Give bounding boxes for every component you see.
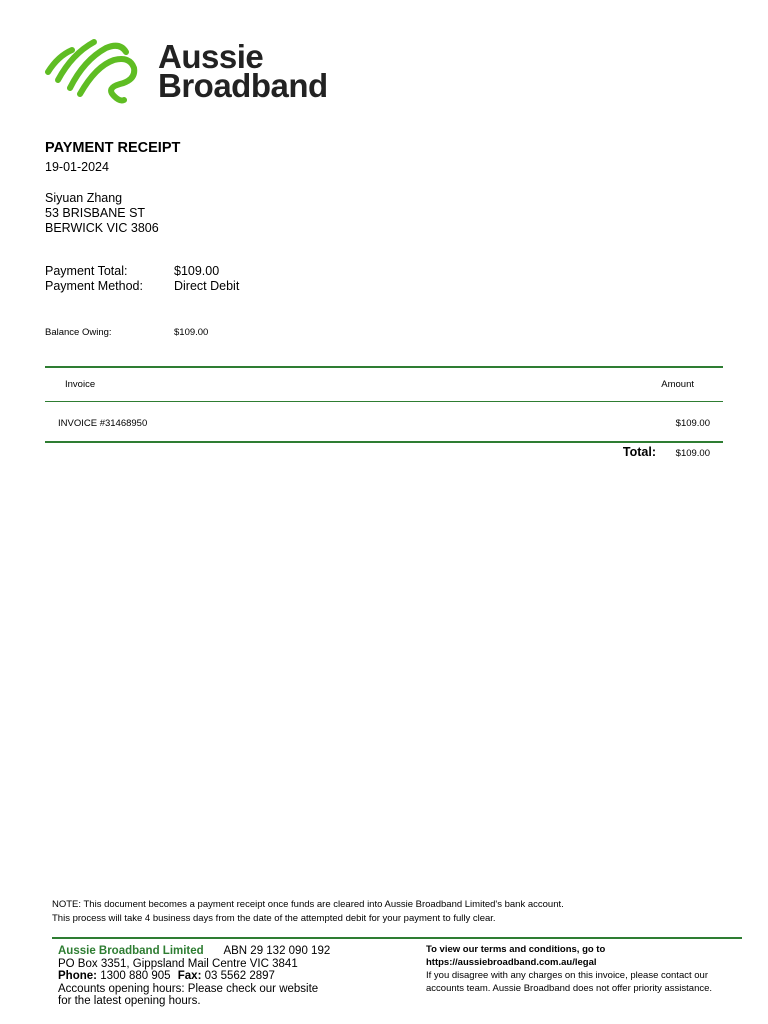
customer-street: 53 BRISBANE ST	[45, 206, 146, 220]
column-header-amount: Amount	[661, 379, 694, 390]
customer-name: Siyuan Zhang	[45, 191, 123, 205]
payment-method-label: Payment Method:	[45, 279, 143, 293]
table-header-rule	[45, 401, 723, 402]
table-bottom-rule	[45, 441, 723, 443]
footer-terms-line-1: To view our terms and conditions, go to	[426, 944, 606, 955]
customer-address-block	[45, 191, 159, 236]
table-top-rule	[45, 366, 723, 368]
footer-fax: 03 5562 2897	[204, 970, 275, 982]
column-header-invoice: Invoice	[65, 379, 96, 390]
footer-hours-line-1: Accounts opening hours: Please check our website	[58, 982, 319, 995]
total-value: $109.00	[675, 448, 710, 459]
payment-total-label: Payment Total:	[45, 264, 128, 278]
footer-abn: ABN 29 132 090 192	[223, 945, 331, 957]
table-row-amount: $109.00	[675, 418, 710, 429]
aussie-broadband-logo-icon	[44, 34, 140, 106]
footer-dispute-line-2: accounts team. Aussie Broadband does not offer priority assistance.	[426, 983, 713, 994]
payment-method-value: Direct Debit	[174, 279, 240, 293]
footer-company-name: Aussie Broadband Limited	[58, 945, 204, 957]
customer-city: BERWICK VIC 3806	[45, 221, 159, 235]
brand-word-2: Broadband	[158, 67, 328, 104]
footer-terms	[426, 943, 712, 995]
note-line-2: This process will take 4 business days from the date of the attempted debit for your payment to fully clear.	[52, 913, 496, 924]
footer-hours-line-2: for the latest opening hours.	[58, 995, 201, 1007]
balance-owing-value: $109.00	[174, 327, 209, 338]
footer-terms-link[interactable]: https://aussiebroadband.com.au/legal	[426, 957, 597, 968]
brand-word-1: Aussie	[158, 38, 264, 75]
footer-phone: 1300 880 905	[100, 970, 171, 982]
table-row-invoice: INVOICE #31468950	[58, 418, 148, 429]
receipt-date: 19-01-2024	[45, 160, 109, 174]
document-title: PAYMENT RECEIPT	[45, 140, 181, 156]
note-line-1: NOTE: This document becomes a payment receipt once funds are cleared into Aussie Broadband Limited's bank account.	[52, 899, 564, 910]
payment-total-value: $109.00	[174, 264, 220, 278]
footer-phone-label: Phone:	[58, 970, 97, 982]
total-label: Total:	[622, 445, 656, 459]
footer-po-box: PO Box 3351, Gippsland Mail Centre VIC 3841	[58, 957, 298, 970]
footer-dispute-line-1: If you disagree with any charges on this invoice, please contact our	[426, 970, 708, 981]
balance-owing-label: Balance Owing:	[45, 327, 112, 338]
brand-wordmark	[158, 38, 328, 104]
footer-company-details	[58, 945, 330, 1008]
footer-fax-label: Fax:	[177, 970, 202, 982]
footer-rule	[52, 937, 742, 939]
